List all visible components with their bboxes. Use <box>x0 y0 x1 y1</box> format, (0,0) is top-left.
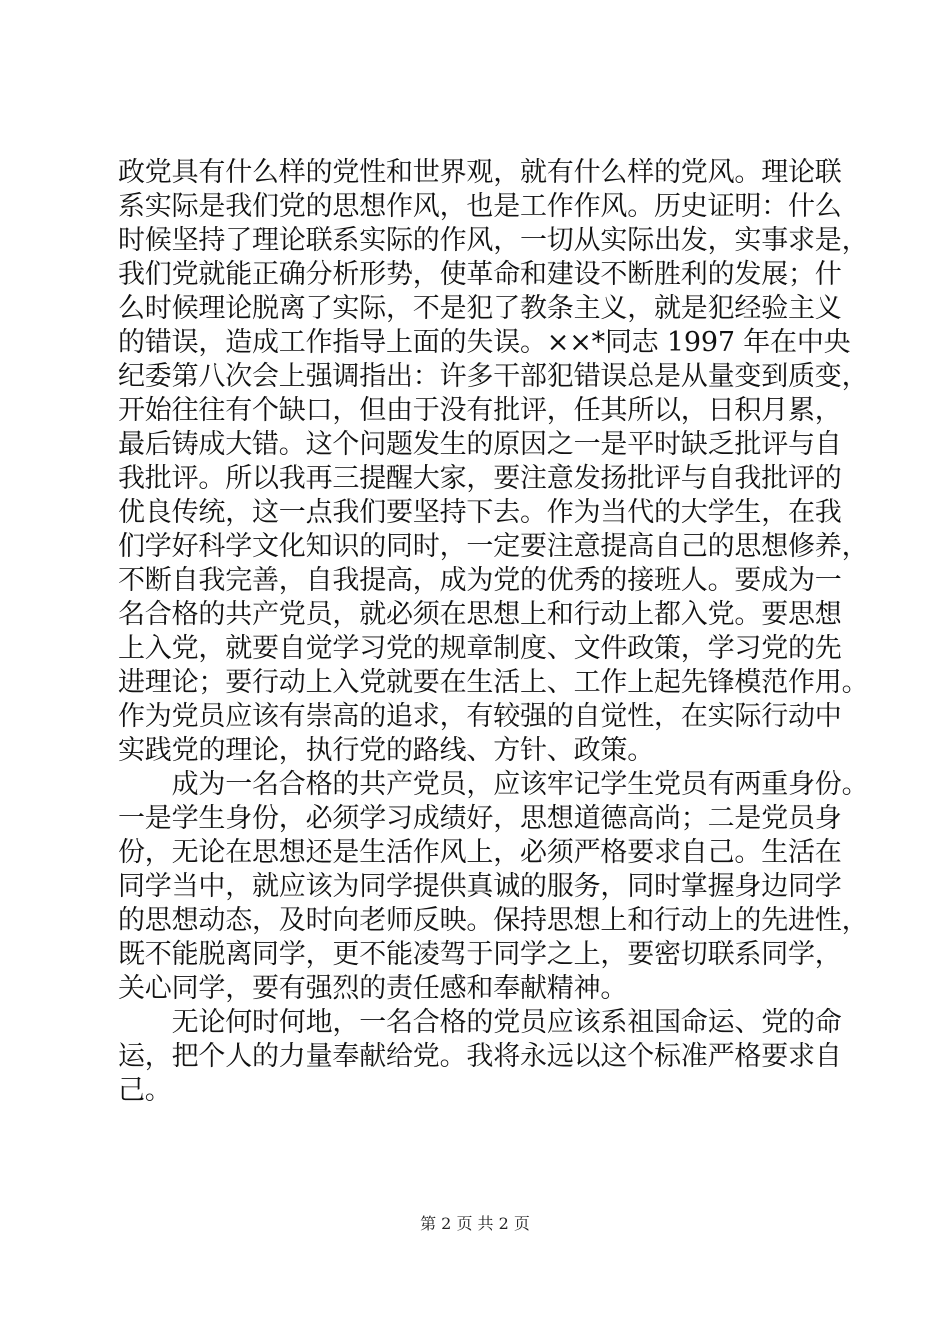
text-line: 优良传统，这一点我们要坚持下去。作为当代的大学生，在我 <box>118 497 842 528</box>
text-line: 运，把个人的力量奉献给党。我将永远以这个标准严格要求自 <box>118 1041 842 1072</box>
text-line: 的错误，造成工作指导上面的失误。××*同志 1997 年在中央 <box>118 327 851 358</box>
text-line: 实践党的理论，执行党的路线、方针、政策。 <box>118 735 654 766</box>
text-line: 作为党员应该有崇高的追求，有较强的自觉性，在实际行动中 <box>118 701 842 732</box>
text-line: 最后铸成大错。这个问题发生的原因之一是平时缺乏批评与自 <box>118 429 842 460</box>
text-line: 上入党，就要自觉学习党的规章制度、文件政策，学习党的先 <box>118 633 842 664</box>
text-line: 进理论；要行动上入党就要在生活上、工作上起先锋模范作用。 <box>118 667 869 698</box>
text-line: 既不能脱离同学，更不能凌驾于同学之上，要密切联系同学， <box>118 939 842 970</box>
text-line: 的思想动态，及时向老师反映。保持思想上和行动上的先进性， <box>118 905 869 936</box>
text-line: 政党具有什么样的党性和世界观，就有什么样的党风。理论联 <box>118 157 842 188</box>
text-line: 我们党就能正确分析形势，使革命和建设不断胜利的发展；什 <box>118 259 842 290</box>
text-line: 不断自我完善，自我提高，成为党的优秀的接班人。要成为一 <box>118 565 842 596</box>
text-line: 们学好科学文化知识的同时，一定要注意提高自己的思想修养， <box>118 531 869 562</box>
text-line: 我批评。所以我再三提醒大家，要注意发扬批评与自我批评的 <box>118 463 842 494</box>
text-line: 一是学生身份，必须学习成绩好，思想道德高尚；二是党员身 <box>118 803 842 834</box>
text-line: 份，无论在思想还是生活作风上，必须严格要求自己。生活在 <box>118 837 842 868</box>
text-line: 关心同学，要有强烈的责任感和奉献精神。 <box>118 973 628 1004</box>
text-line: 己。 <box>118 1075 172 1106</box>
page-number-label: 第 2 页 共 2 页 <box>420 1214 530 1233</box>
page-footer <box>0 1214 950 1234</box>
text-line: 时候坚持了理论联系实际的作风，一切从实际出发，实事求是， <box>118 225 869 256</box>
text-line: 么时候理论脱离了实际，不是犯了教条主义，就是犯经验主义 <box>118 293 842 324</box>
text-line: 成为一名合格的共产党员，应该牢记学生党员有两重身份。 <box>118 769 869 800</box>
text-line: 纪委第八次会上强调指出：许多干部犯错误总是从量变到质变， <box>118 361 869 392</box>
text-line: 系实际是我们党的思想作风，也是工作作风。历史证明：什么 <box>118 191 842 222</box>
document-body <box>118 156 869 1108</box>
text-line: 同学当中，就应该为同学提供真诚的服务，同时掌握身边同学 <box>118 871 842 902</box>
text-line: 名合格的共产党员，就必须在思想上和行动上都入党。要思想 <box>118 599 842 630</box>
text-line: 无论何时何地，一名合格的党员应该系祖国命运、党的命 <box>118 1007 842 1038</box>
text-line: 开始往往有个缺口，但由于没有批评，任其所以，日积月累， <box>118 395 842 426</box>
